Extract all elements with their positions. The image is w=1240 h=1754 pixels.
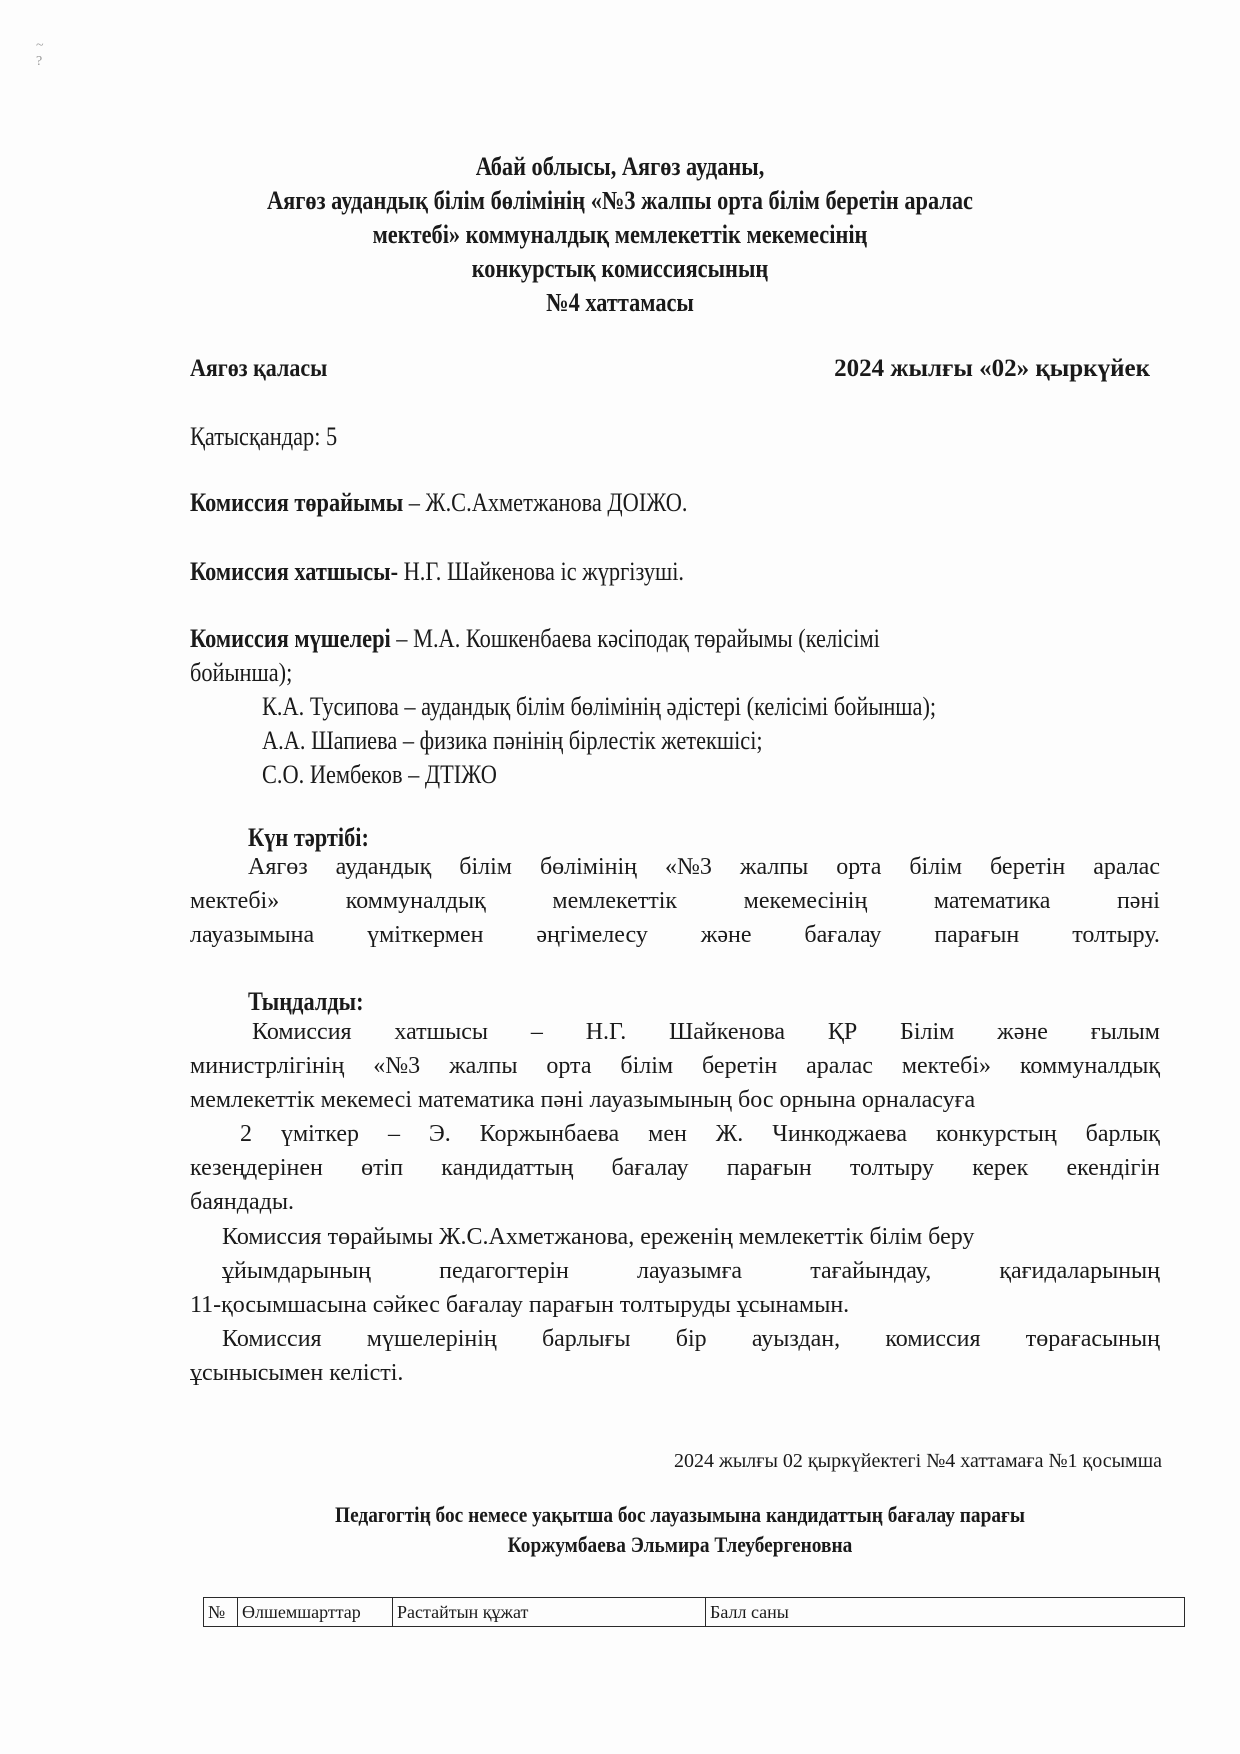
word: барлығы <box>541 1326 631 1352</box>
word: беретін <box>702 1053 778 1079</box>
word: үміткермен <box>367 922 484 948</box>
word: мекемесінің <box>743 888 868 914</box>
word: – <box>530 1019 543 1045</box>
word: Аягөз <box>248 854 308 880</box>
header-line-department: Аягөз аудандық білім бөлімінің «№3 жалпы орта білім беретін аралас <box>267 186 973 215</box>
paragraph-line <box>248 850 1160 884</box>
word: лауазымына <box>190 922 315 948</box>
scan-artifact: ~ ? <box>36 38 84 69</box>
word: министрлігінің <box>190 1053 345 1079</box>
paragraph-line <box>190 918 1160 952</box>
word: беретін <box>990 854 1066 880</box>
word: бөлімінің <box>539 854 638 880</box>
paragraph-line <box>190 1049 1160 1083</box>
word: Э. <box>428 1121 451 1147</box>
header-line-institution: мектебі» коммуналдық мемлекеттік мекемесінің <box>372 220 868 249</box>
word: өтіп <box>361 1155 404 1181</box>
table-header-row <box>204 1598 1185 1627</box>
evaluation-sheet-title: Педагогтің бос немесе уақытша бос лауазымына кандидаттың бағалау парағы <box>335 1502 1025 1527</box>
word: Ж. <box>715 1121 744 1147</box>
word: коммуналдық <box>1019 1053 1160 1079</box>
secretary-label: Комиссия хатшысы- <box>190 557 399 586</box>
paragraph-line <box>240 1117 1160 1151</box>
header-line-region: Абай облысы, Аягөз ауданы, <box>475 152 765 181</box>
commission-members <box>190 624 880 654</box>
paragraph-line <box>190 1288 1160 1322</box>
word: керек <box>972 1155 1029 1181</box>
paragraph-line <box>222 1322 1160 1356</box>
city: Аягөз қаласы <box>190 355 328 382</box>
member-item: А.А. Шапиева – физика пәнінің бірлестік жетекшісі; <box>262 726 763 755</box>
word: – <box>387 1121 400 1147</box>
members-label: Комиссия мүшелері <box>190 624 391 653</box>
evaluation-table <box>203 1597 1185 1627</box>
column-header-criteria: Өлшемшарттар <box>238 1598 393 1627</box>
annex-caption: 2024 жылғы 02 қыркүйектегі №4 хаттамаға №1 қосымша <box>674 1450 1162 1472</box>
member-item: С.О. Иембеков – ДТІЖО <box>262 760 497 789</box>
word: Н.Г. <box>585 1019 627 1045</box>
protocol-date: 2024 жылғы «02» қыркүйек <box>834 355 1150 382</box>
word: Комиссия <box>222 1326 322 1352</box>
word: білім <box>620 1053 674 1079</box>
word: кандидаттың <box>441 1155 574 1181</box>
word: Білім <box>900 1019 955 1045</box>
secretary-value: Н.Г. Шайкенова іс жүргізуші. <box>398 557 685 586</box>
column-header-number: № <box>204 1598 238 1627</box>
commission-secretary <box>190 557 684 587</box>
word: пәні <box>1116 888 1160 914</box>
word: әңгімелесу <box>536 922 648 948</box>
commission-chair <box>190 488 687 518</box>
word: коммуналдық <box>345 888 486 914</box>
word: төрағасының <box>1025 1326 1160 1352</box>
word: екендігін <box>1066 1155 1160 1181</box>
paragraph-line <box>190 884 1160 918</box>
evaluation-sheet-title-block <box>258 1500 1103 1560</box>
word: аралас <box>806 1053 873 1079</box>
chair-label: Комиссия төрайымы <box>190 488 404 517</box>
word: ауыздан, <box>751 1326 841 1352</box>
header-line-commission: конкурстық комиссиясының <box>471 254 769 283</box>
heard-heading: Тыңдалды: <box>248 987 364 1016</box>
word: Комиссия <box>252 1019 352 1045</box>
word: орта <box>546 1053 592 1079</box>
word: толтыру <box>849 1155 935 1181</box>
paragraph-line <box>222 1220 1160 1254</box>
column-header-document: Растайтын құжат <box>393 1598 706 1627</box>
agenda-heading: Күн тәртібі: <box>248 823 369 852</box>
word: Шайкенова <box>669 1019 785 1045</box>
word: жалпы <box>739 854 809 880</box>
word: 2 <box>240 1121 252 1147</box>
paragraph-line <box>190 1083 1160 1117</box>
document-header <box>250 150 990 320</box>
word: бағалау <box>804 922 882 948</box>
word: мен <box>648 1121 687 1147</box>
word: Комиссия төрайымы Ж.С.Ахметжанова, ереженің мемлекеттік білім беру <box>222 1224 975 1250</box>
word: бағалау <box>611 1155 689 1181</box>
word: үміткер <box>280 1121 359 1147</box>
word: тағайындау, <box>810 1258 932 1284</box>
header-line-protocol-number: №4 хаттамасы <box>546 288 694 317</box>
word: баяндады. <box>190 1189 294 1215</box>
member-item: К.А. Тусипова – аудандық білім бөлімінің әдістері (келісімі бойынша); <box>262 692 937 721</box>
word: мектебі» <box>901 1053 992 1079</box>
column-header-score: Балл саны <box>706 1598 1185 1627</box>
word: және <box>700 922 752 948</box>
word: Чинкоджаева <box>772 1121 908 1147</box>
member-first: – М.А. Кошкенбаева кәсіподақ төрайымы (келісімі <box>390 624 880 653</box>
word: «№3 <box>373 1053 421 1079</box>
word: парағын <box>726 1155 812 1181</box>
word: мектебі» <box>190 888 280 914</box>
word: білім <box>459 854 512 880</box>
word: мемлекеттік <box>552 888 678 914</box>
word: Коржынбаева <box>479 1121 620 1147</box>
word: аудандық <box>335 854 432 880</box>
paragraph-line <box>190 1356 1160 1390</box>
member-first-cont: бойынша); <box>190 658 293 687</box>
word: білім <box>909 854 963 880</box>
word: барлық <box>1085 1121 1160 1147</box>
word: ұйымдарының <box>222 1258 371 1284</box>
paragraph-line <box>190 1185 1160 1219</box>
word: 11-қосымшасына сәйкес бағалау парағын толтыруды ұсынамын. <box>190 1292 850 1318</box>
word: толтыру. <box>1072 922 1160 948</box>
word: математика <box>933 888 1051 914</box>
word: парағын <box>934 922 1020 948</box>
word: жалпы <box>449 1053 518 1079</box>
word: комиссия <box>885 1326 981 1352</box>
paragraph-line <box>190 1151 1160 1185</box>
word: және <box>997 1019 1048 1045</box>
word: лауазымға <box>637 1258 743 1284</box>
word: хатшысы <box>394 1019 489 1045</box>
word: ҚР <box>827 1019 858 1045</box>
paragraph-line <box>222 1254 1160 1288</box>
word: ұсынысымен келісті. <box>190 1360 404 1386</box>
word: қағидаларының <box>999 1258 1160 1284</box>
word: орта <box>836 854 882 880</box>
paragraph-line <box>252 1015 1160 1049</box>
word: мемлекеттік мекемесі математика пәні лауазымының бос орнына орналасуға <box>190 1087 976 1113</box>
word: мүшелерінің <box>366 1326 497 1352</box>
word: педагогтерін <box>439 1258 569 1284</box>
word: «№3 <box>665 854 712 880</box>
word: конкурстың <box>935 1121 1057 1147</box>
word: кезеңдерінен <box>190 1155 323 1181</box>
word: аралас <box>1093 854 1160 880</box>
word: ғылым <box>1090 1019 1160 1045</box>
word: бір <box>675 1326 707 1352</box>
candidate-name: Коржумбаева Эльмира Тлеубергеновна <box>507 1532 853 1557</box>
participants-count: Қатысқандар: 5 <box>190 422 338 451</box>
chair-value: – Ж.С.Ахметжанова ДОІЖО. <box>403 488 688 517</box>
